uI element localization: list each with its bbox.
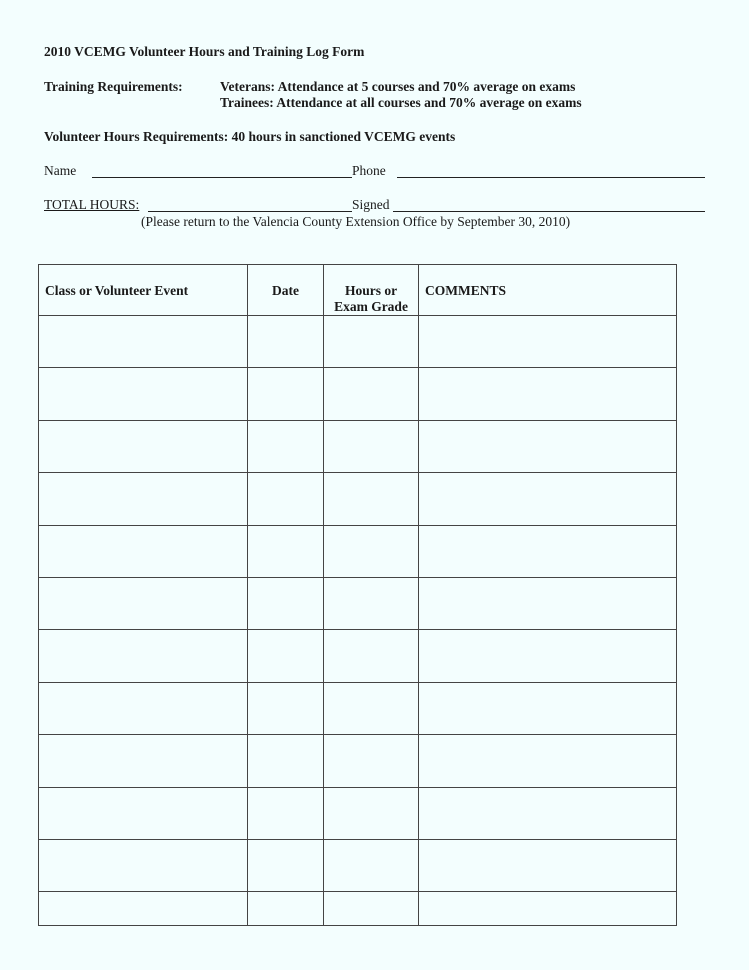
- date-cell[interactable]: [248, 682, 324, 734]
- table-row: [39, 577, 677, 629]
- hours-cell[interactable]: [324, 577, 419, 629]
- date-cell[interactable]: [248, 473, 324, 525]
- hours-cell[interactable]: [324, 525, 419, 577]
- comments-cell[interactable]: [419, 787, 677, 839]
- hours-cell[interactable]: [324, 368, 419, 420]
- training-requirements-label: Training Requirements:: [44, 79, 183, 94]
- comments-cell[interactable]: [419, 839, 677, 891]
- comments-cell[interactable]: [419, 630, 677, 682]
- signature-field[interactable]: [393, 211, 705, 212]
- event-cell[interactable]: [39, 682, 248, 734]
- table-row: [39, 525, 677, 577]
- hours-cell[interactable]: [324, 892, 419, 926]
- hours-cell[interactable]: [324, 682, 419, 734]
- phone-field[interactable]: [397, 177, 705, 178]
- comments-cell[interactable]: [419, 473, 677, 525]
- table-header-row: [39, 265, 677, 316]
- table-row: [39, 630, 677, 682]
- comments-cell[interactable]: [419, 682, 677, 734]
- header-event: Class or Volunteer Event: [39, 265, 248, 316]
- hours-cell[interactable]: [324, 316, 419, 368]
- table-row: [39, 473, 677, 525]
- comments-cell[interactable]: [419, 420, 677, 472]
- event-cell[interactable]: [39, 787, 248, 839]
- comments-cell[interactable]: [419, 368, 677, 420]
- date-cell[interactable]: [248, 839, 324, 891]
- phone-label: Phone: [352, 163, 386, 178]
- comments-cell[interactable]: [419, 892, 677, 926]
- total-hours-label: TOTAL HOURS:: [44, 197, 140, 212]
- date-cell[interactable]: [248, 630, 324, 682]
- event-cell[interactable]: [39, 525, 248, 577]
- veterans-requirement: Veterans: Attendance at 5 courses and 70% average on exams: [220, 79, 576, 94]
- table-row: [39, 368, 677, 420]
- date-cell[interactable]: [248, 316, 324, 368]
- hours-cell[interactable]: [324, 839, 419, 891]
- hours-cell[interactable]: [324, 787, 419, 839]
- date-cell[interactable]: [248, 420, 324, 472]
- signed-label: Signed: [352, 197, 390, 212]
- event-cell[interactable]: [39, 316, 248, 368]
- event-cell[interactable]: [39, 473, 248, 525]
- form-title: 2010 VCEMG Volunteer Hours and Training Log Form: [44, 44, 365, 59]
- name-field[interactable]: [92, 177, 352, 178]
- event-cell[interactable]: [39, 577, 248, 629]
- header-hours: Hours or Exam Grade: [324, 265, 419, 316]
- comments-cell[interactable]: [419, 316, 677, 368]
- hours-cell[interactable]: [324, 473, 419, 525]
- table-row: [39, 420, 677, 472]
- event-cell[interactable]: [39, 892, 248, 926]
- header-date: Date: [248, 265, 324, 316]
- header-comments: COMMENTS: [419, 265, 677, 316]
- event-cell[interactable]: [39, 839, 248, 891]
- table-row: [39, 787, 677, 839]
- hours-cell[interactable]: [324, 735, 419, 787]
- comments-cell[interactable]: [419, 577, 677, 629]
- total-hours-field[interactable]: [148, 211, 352, 212]
- date-cell[interactable]: [248, 787, 324, 839]
- table-row: [39, 682, 677, 734]
- table-row: [39, 316, 677, 368]
- log-table: [38, 264, 677, 926]
- date-cell[interactable]: [248, 525, 324, 577]
- event-cell[interactable]: [39, 420, 248, 472]
- return-note: (Please return to the Valencia County Extension Office by September 30, 2010): [141, 214, 571, 229]
- trainees-requirement: Trainees: Attendance at all courses and 70% average on exams: [220, 95, 582, 110]
- comments-cell[interactable]: [419, 525, 677, 577]
- volunteer-hours-requirement: Volunteer Hours Requirements: 40 hours in sanctioned VCEMG events: [44, 129, 456, 144]
- comments-cell[interactable]: [419, 735, 677, 787]
- hours-cell[interactable]: [324, 420, 419, 472]
- event-cell[interactable]: [39, 735, 248, 787]
- table-row: [39, 839, 677, 891]
- name-label: Name: [44, 163, 77, 178]
- event-cell[interactable]: [39, 368, 248, 420]
- hours-cell[interactable]: [324, 630, 419, 682]
- event-cell[interactable]: [39, 630, 248, 682]
- date-cell[interactable]: [248, 892, 324, 926]
- date-cell[interactable]: [248, 577, 324, 629]
- table-row: [39, 892, 677, 926]
- date-cell[interactable]: [248, 368, 324, 420]
- date-cell[interactable]: [248, 735, 324, 787]
- table-row: [39, 735, 677, 787]
